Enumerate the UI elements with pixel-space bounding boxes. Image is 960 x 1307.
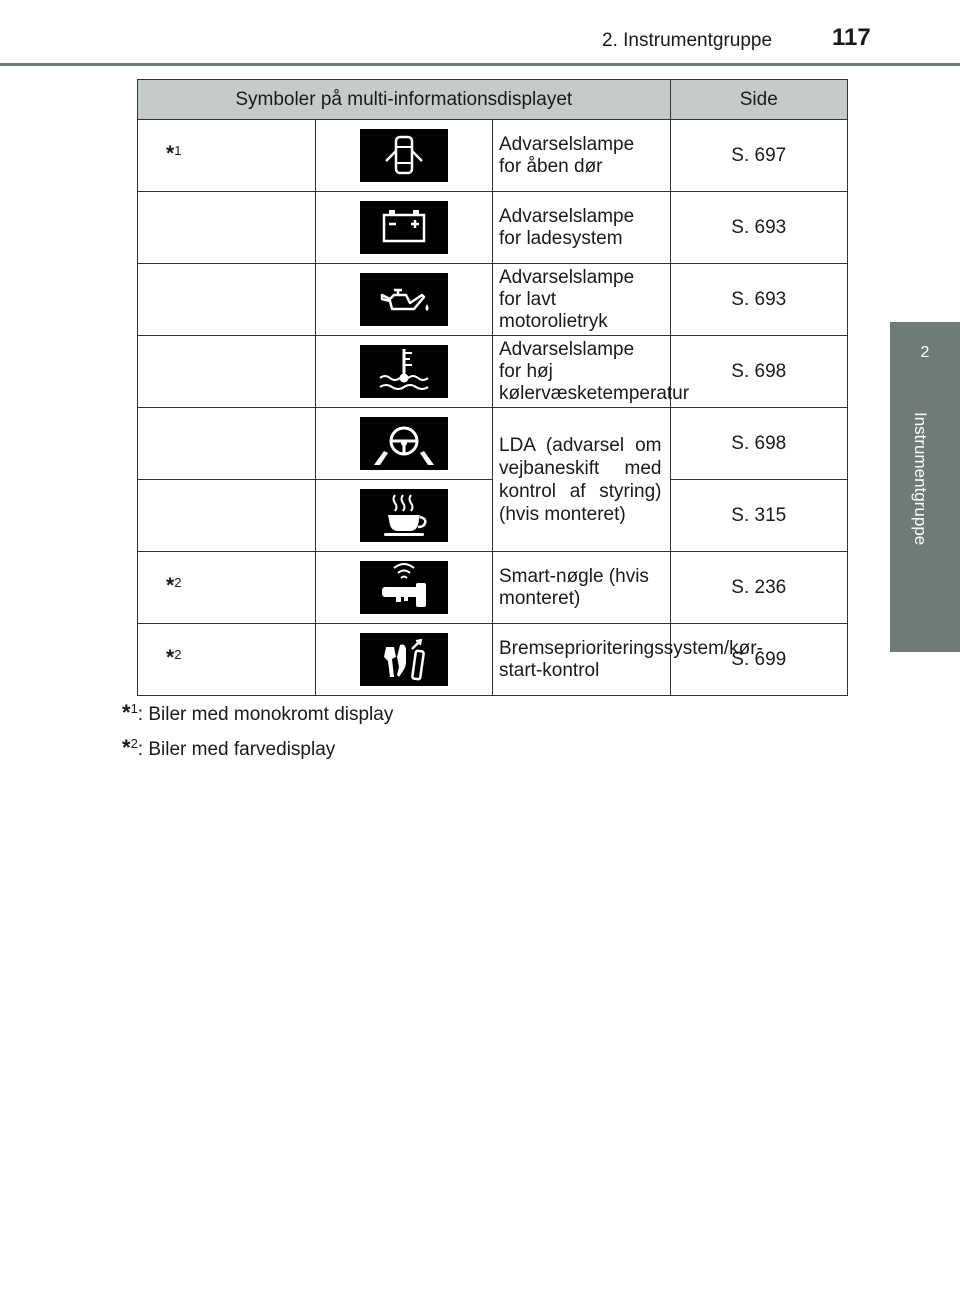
header-symbols: Symboler på multi-informationsdisplayet [138, 80, 671, 120]
mark-cell [138, 120, 316, 192]
chapter-tab [890, 322, 960, 652]
footnote-1: *$^1$: Biler med monokromt display [122, 700, 394, 725]
page-reference: S. 697 [670, 120, 848, 192]
page-reference: S. 693 [670, 192, 848, 264]
page-number: 117 [832, 24, 871, 51]
page-reference: S. 699 [670, 624, 848, 696]
description-cell: Advarselslampe for lavt motorolietryk [493, 264, 671, 336]
icon-cell [315, 480, 493, 552]
availability-mark: *$^2$ [166, 646, 182, 669]
chapter-label: Instrumentgruppe [911, 412, 930, 546]
chapter-number: 2 [920, 344, 930, 361]
table-header-row [138, 80, 848, 120]
description-cell: Smart-nøgle (hvis monteret) [493, 552, 671, 624]
brake-override-icon [360, 633, 448, 686]
description-cell: Bremseprioriteringssystem/kør-start-kontrol [493, 624, 671, 696]
icon-cell [315, 192, 493, 264]
coffee-cup-icon [360, 489, 448, 542]
coolant-temperature-icon [360, 345, 448, 398]
availability-mark: *$^1$ [166, 142, 182, 165]
mark-cell [138, 192, 316, 264]
description-cell: Advarselslampe for høj kølervæsketemperatur [493, 336, 671, 408]
table-row [138, 552, 848, 624]
oil-can-icon [360, 273, 448, 326]
icon-cell [315, 120, 493, 192]
mark-cell [138, 264, 316, 336]
mark-cell [138, 480, 316, 552]
page-reference: S. 236 [670, 552, 848, 624]
description-cell: Advarselslampe for åben dør [493, 120, 671, 192]
table-row [138, 264, 848, 336]
header-divider [0, 63, 960, 66]
icon-cell [315, 624, 493, 696]
table-row [138, 624, 848, 696]
battery-icon [360, 201, 448, 254]
availability-mark: *$^2$ [166, 574, 182, 597]
table-row [138, 120, 848, 192]
section-title: 2. Instrumentgruppe [602, 30, 773, 51]
description-cell: Advarselslampe for ladesystem [493, 192, 671, 264]
mark-cell [138, 408, 316, 480]
page-reference: S. 315 [670, 480, 848, 552]
mark-cell [138, 624, 316, 696]
icon-cell [315, 552, 493, 624]
icon-cell [315, 264, 493, 336]
table-row [138, 408, 848, 480]
description-cell: LDA (advarsel om vejbaneskift med kontrol af styring) (hvis monteret) [493, 408, 671, 552]
mark-cell [138, 552, 316, 624]
page-reference: S. 693 [670, 264, 848, 336]
footnote-2: *$^2$: Biler med farvedisplay [122, 735, 336, 760]
page-reference: S. 698 [670, 336, 848, 408]
table-row [138, 192, 848, 264]
table-row [138, 336, 848, 408]
smart-key-icon [360, 561, 448, 614]
door-open-icon [360, 129, 448, 182]
symbols-table [137, 79, 848, 696]
page-reference: S. 698 [670, 408, 848, 480]
icon-cell [315, 336, 493, 408]
lane-departure-steering-icon [360, 417, 448, 470]
icon-cell [315, 408, 493, 480]
mark-cell [138, 336, 316, 408]
header-page: Side [670, 80, 848, 120]
